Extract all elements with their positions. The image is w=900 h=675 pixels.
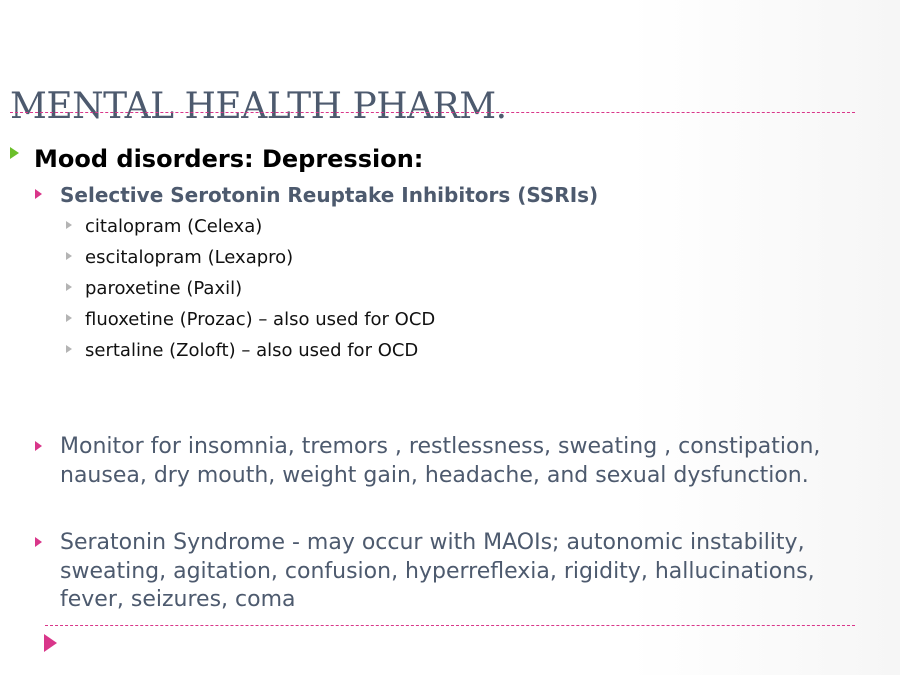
- list-item: [66, 309, 435, 331]
- drug-item: paroxetine (Paxil): [85, 278, 243, 299]
- grey-triangle-icon: [66, 283, 72, 291]
- list-item: [66, 216, 262, 238]
- drug-item: fluoxetine (Prozac) – also used for OCD: [85, 309, 436, 330]
- pink-play-arrow-icon[interactable]: [44, 634, 57, 652]
- list-item: [66, 340, 418, 362]
- pink-triangle-icon: [35, 189, 42, 199]
- title-divider: [10, 112, 855, 113]
- pink-triangle-icon: [35, 441, 42, 451]
- monitor-text: Monitor for insomnia, tremors , restlessness, sweating , constipation, nausea, dry mouth, weight gain, headache, and sexual dysfunction.: [60, 434, 821, 488]
- grey-triangle-icon: [66, 252, 72, 260]
- grey-triangle-icon: [66, 221, 72, 229]
- green-triangle-icon: [10, 147, 19, 159]
- section-heading: Mood disorders: Depression:: [34, 145, 424, 173]
- drug-item: citalopram (Celexa): [85, 216, 263, 237]
- footer-divider: [45, 625, 855, 626]
- monitor-bullet: [35, 433, 885, 490]
- slide-title: MENTAL HEALTH PHARM.: [10, 86, 507, 127]
- heading-bullet: [10, 144, 423, 174]
- drug-class-heading: Selective Serotonin Reuptake Inhibitors (SSRIs): [60, 183, 599, 207]
- list-item: [66, 278, 242, 300]
- drug-item: escitalopram (Lexapro): [85, 247, 294, 268]
- grey-triangle-icon: [66, 345, 72, 353]
- syndrome-bullet: [35, 529, 885, 615]
- grey-triangle-icon: [66, 314, 72, 322]
- list-item: [66, 247, 293, 269]
- subheading-bullet: [35, 181, 598, 209]
- pink-triangle-icon: [35, 537, 42, 547]
- drug-item: sertaline (Zoloft) – also used for OCD: [85, 340, 419, 361]
- syndrome-text: Seratonin Syndrome - may occur with MAOIs; autonomic instability, sweating, agitation, confusion, hyperreflexia, rigidity, hallucinations, fever, seizures, coma: [60, 530, 815, 612]
